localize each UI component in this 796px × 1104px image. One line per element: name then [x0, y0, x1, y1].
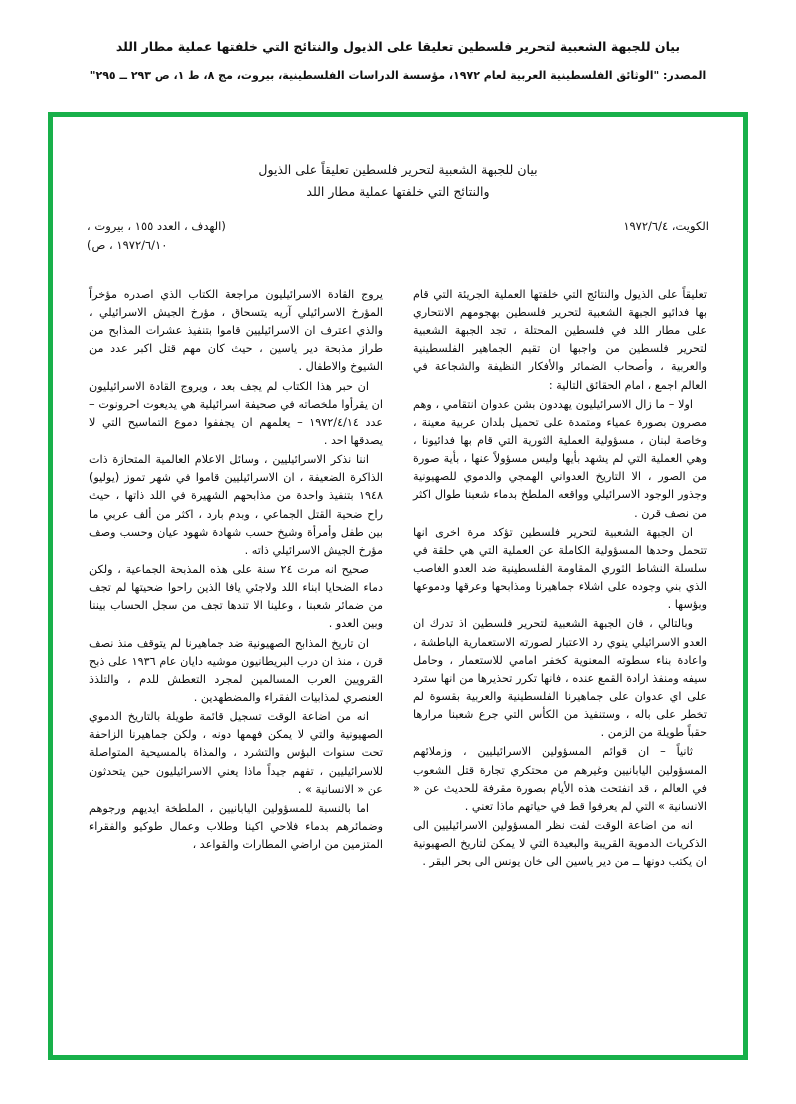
dateline-publication [87, 217, 226, 256]
paragraph: تعليقاً على الذيول والنتائج التي خلفتها العملية الجريئة التي قام بها فدائيو الجبهة الشعبية لتحرير فلسطين بهجومهم الانتحاري على مطار اللد في فلسطين المحتلة ، تجد الجبهة الشعبية لتحرير فلسطين من واجبها ان تقيم الجماهير الفلسطينية والعربية ، وأصحاب الضمائر والأفكار النظيفة والشجاعة في العالم اجمع ، امام الحقائق التالية : [413, 287, 707, 392]
document-body [53, 117, 743, 1055]
paragraph: يروج القادة الاسرائيليون مراجعة الكتاب الذي اصدره مؤخراً المؤرخ الاسرائيلي آريه يتسحاق ، مؤرخ الجيش الاسرائيلي ، والذي اعترف ان الاسرائيليين قاموا بتنفيذ عشرات المذابح من طراز مذبحة دير ياسين ، حيث كان مهم قتل اكبر عدد من الشيوخ والاطفال . [89, 287, 383, 374]
source-citation: المصدر: "الوثائق الفلسطينية العربية لعام ١٩٧٢، مؤسسة الدراسات الفلسطينية، بيروت، مج ٨، ط ١، ص ٢٩٣ ــ ٢٩٥" [89, 68, 707, 82]
dateline-publication-line-2: ١٩٧٢/٦/١٠ ، ص) [87, 238, 168, 253]
paragraph: صحيح انه مرت ٢٤ سنة على هذه المذبحة الجماعية ، ولكن دماء الضحايا ابناء اللد ولاجئي يافا الذين راحوا ضحيتها لم تجف من ضمائر شعبنا ، وعلينا الا تندها تجف من سجل الحساب بيننا وبين العدو . [89, 562, 383, 631]
paragraph: اننا نذكر الاسرائيليين ، وسائل الاعلام العالمية المتحازة ذات الذاكرة الضعيفة ، ان الاسرائيليين قاموا في شهر تموز (يوليو) ١٩٤٨ بتنفيذ واحدة من مذابحهم الشهيرة في اللد ذاتها ، حيث راح ضحية القتل الجماعي ، وبدم بارد ، اكثر من ألف عربي ما بين طفل وأمرأة وشيخ حسب شهادة شهود عيان وحسب وصف مؤرخ الجيش الاسرائيلي ذاته . [89, 453, 383, 557]
document-header [0, 0, 796, 84]
dateline-place-date: الكويت، ١٩٧٢/٦/٤ [623, 218, 709, 233]
paragraph: اولا – ما زال الاسرائيليون يهددون بشن عدوان انتقامي ، وهم مصرون بصورة عمياء ومتمدة على تحميل بلدان عربية معينة ، وخاصة لبنان ، مسؤولية العملية الثورية التي قام بها فدائيونا ، وهي العملية التي لم يشهد بأيها وليس مسؤولاً عنها ، بأية صورة من الصور ، الا التاريخ العدواني الهمجي والدموي للصهيونية وجذور الوجود الاسرائيلي وواقعه الملطخ بدماء شعبنا طوال اكثر من نصف قرن . [413, 397, 707, 520]
statement-title [79, 159, 717, 203]
column-left [89, 286, 383, 873]
statement-title-line-2: والنتائج التي خلفتها عملية مطار اللد [306, 183, 490, 199]
paragraph: اما بالنسبة للمسؤولين اليابانيين ، الملطخة ايديهم ورجوهم وضمائرهم بدماء فلاحي اكينا وطلاب وعمال طوكيو والفقراء المتزمين من اراضي المطارات والقواعد ، [89, 801, 383, 852]
page-title: بيان للجبهة الشعبية لتحرير فلسطين تعليقا على الذيول والنتائج التي خلفتها عملية مطار اللد [115, 39, 681, 54]
paragraph: انه من اضاعة الوقت لفت نظر المسؤولين الاسرائيليين الى الذكريات الدموية القريبة والبعيدة التي لا يمكن لتاريخ الصهيونية ان يكتب دونها ــ من دير ياسين الى خان يونس الى بحر البقر . [413, 818, 707, 869]
paragraph: انه من اضاعة الوقت تسجيل قائمة طويلة بالتاريخ الدموي الصهيونية والتي لا يمكن فهمها دونه ، ولكن جماهيرنا الزاحفة تحت سنوات البؤس والتشرد ، والمذاة بالمسيحية المتواصلة للاسرائيليين ، تفهم جيداً ماذا يعني الاسرائيليون حين يتحدثون عن « الانسانية » . [89, 710, 383, 796]
paragraph: ثانياً – ان قوائم المسؤولين الاسرائيليين ، وزملائهم المسؤولين اليابانيين وغيرهم من محتكري تجارة قتل الشعوب في العالم ، قد انفتحت هذه الأيام بصورة مقرفة للحديث عن « الانسانية » التي لم يعرفوا قط في حياتهم ماذا تعني . [413, 745, 707, 813]
column-right [413, 286, 707, 873]
dateline-publication-line-1: (الهدف ، العدد ١٥٥ ، بيروت ، [87, 218, 226, 233]
document-frame [48, 112, 748, 1060]
dateline [87, 217, 709, 256]
paragraph: ان الجبهة الشعبية لتحرير فلسطين تؤكد مرة اخرى انها تتحمل وحدها المسؤولية الكاملة عن العملية التي هي حلقة في سلسلة النشاط الثوري المقاومة الفلسطينية ضد العدو الغاصب الذي بني وجوده على اشلاء جماهيرنا ومذابحها وعرقها ودموعها وبؤسها . [413, 525, 707, 612]
paragraph: ان حبر هذا الكتاب لم يجف بعد ، ويروج القادة الاسرائيليون ان يقرأوا ملخصاته في صحيفة اسرائيلية هي يديعوت احرونوت – عدد ١٩٧٢/٤/١٤ – يعلمهم ان يجففوا دموع التماسيح التي لا يصدقها احد . [89, 379, 383, 447]
two-column-text [79, 286, 717, 873]
paragraph: وبالتالي ، فان الجبهة الشعبية لتحرير فلسطين اذ تدرك ان العدو الاسرائيلي ينوي رد الاعتبار لصورته الاستعمارية الباطشة ، واعادة بناء سطوته المعنوية كخفر امامي للاستعمار ، وحامل سيفه ومنفذ ارادة القمع عنده ، فانها تكرر تحذيرها من انها سترد على اي عدوان على جماهيرنا الفلسطينية والعربية بقسوة لم تخطر على باله ، وستنفيذ من الكأس التي جرع شعبنا مرارها حقباً طويلة من الزمن . [413, 617, 707, 740]
paragraph: ان تاريخ المذابح الصهيونية ضد جماهيرنا لم يتوقف منذ نصف قرن ، منذ ان درب البريطانيون موشيه دايان عام ١٩٣٦ على ذبح القرويين العرب المسالمين لمجرد التعطش للدم ، والتلذذ العنصري لمذابيات الفقراء والمضطهدين . [89, 636, 383, 704]
statement-title-line-1: بيان للجبهة الشعبية لتحرير فلسطين تعليقاً على الذيول [258, 162, 538, 177]
